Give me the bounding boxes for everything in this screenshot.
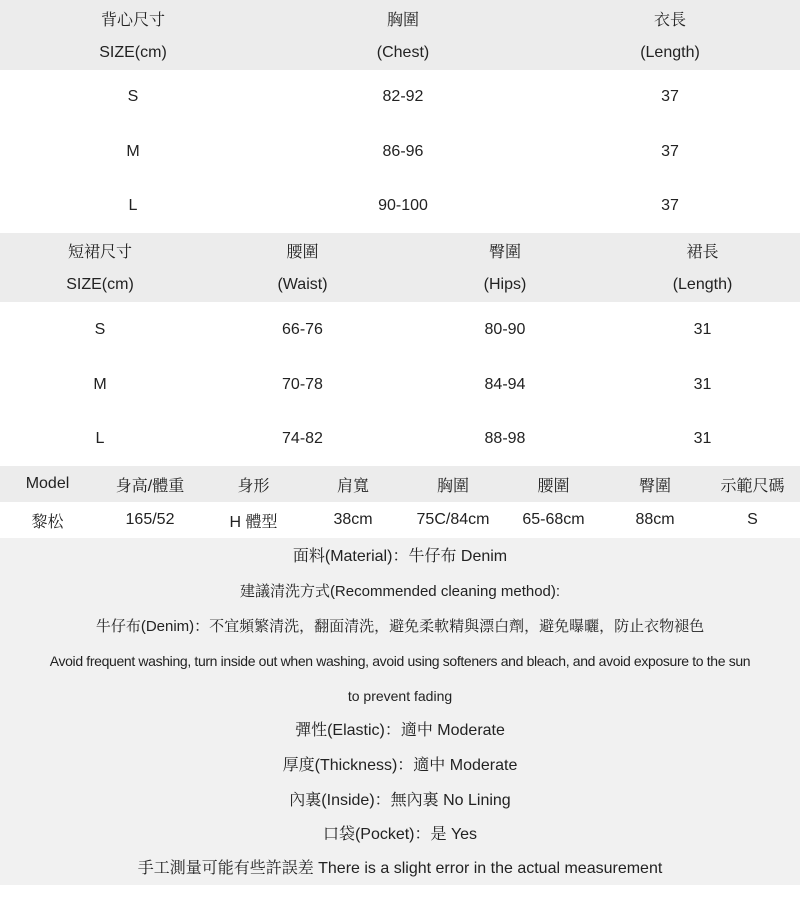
skirt-header-size: 短裙尺寸 xyxy=(67,243,132,261)
cleaning-title: 建議清洗方式(Recommended cleaning method): xyxy=(239,583,561,600)
table-row xyxy=(0,70,800,124)
skirt-subheader-waist: (Waist) xyxy=(277,275,328,293)
table-row xyxy=(0,357,800,412)
model-header-hips: 臀圍 xyxy=(638,477,671,495)
vest-header-row xyxy=(0,0,800,36)
vest-length-cell: 37 xyxy=(661,142,679,160)
skirt-hips-cell: 88-98 xyxy=(484,430,526,447)
model-waist-cell: 65-68cm xyxy=(522,511,585,528)
vest-header-band xyxy=(0,0,800,70)
cleaning-instructions-zh: 牛仔布(Denim)：不宜頻繁清洗，翻面清洗，避免柔軟精與漂白劑，避免曝曬，防止衣物褪色 xyxy=(95,618,705,635)
inside-note: 內裏(Inside)：無內裏 No Lining xyxy=(289,792,511,809)
vest-header-chest: 胸圍 xyxy=(386,11,419,29)
model-hips-cell: 88cm xyxy=(635,511,675,528)
vest-header-size: 背心尺寸 xyxy=(100,11,165,29)
skirt-header-band xyxy=(0,233,800,302)
table-row xyxy=(0,179,800,233)
table-row xyxy=(0,502,800,538)
skirt-waist-cell: 74-82 xyxy=(282,430,323,447)
model-header-size: 示範尺碼 xyxy=(720,477,785,495)
vest-size-cell: M xyxy=(126,142,140,160)
skirt-header-row xyxy=(0,233,800,267)
vest-header-length: 衣長 xyxy=(653,11,686,29)
vest-length-cell: 37 xyxy=(661,197,679,214)
vest-size-cell: S xyxy=(127,88,139,105)
model-header-shoulder: 肩寬 xyxy=(336,477,369,495)
model-size-cell: S xyxy=(747,511,758,528)
skirt-subheader-size: SIZE(cm) xyxy=(66,275,134,293)
material-note: 面料(Material)：牛仔布 Denim xyxy=(292,548,508,565)
skirt-length-cell: 31 xyxy=(693,375,712,393)
model-header-band xyxy=(0,466,800,502)
elastic-note: 彈性(Elastic)：適中 Moderate xyxy=(295,722,505,739)
thickness-note: 厚度(Thickness)：適中 Moderate xyxy=(282,757,518,774)
skirt-subheader-hips: (Hips) xyxy=(483,275,527,293)
model-header-waist: 腰圍 xyxy=(537,477,570,495)
vest-subheader-row xyxy=(0,36,800,70)
skirt-header-hips: 臀圍 xyxy=(488,243,521,261)
vest-size-table xyxy=(0,0,800,233)
model-header-name: Model xyxy=(25,475,70,492)
skirt-hips-cell: 84-94 xyxy=(484,375,526,393)
table-row xyxy=(0,412,800,466)
vest-chest-cell: 82-92 xyxy=(382,88,424,105)
skirt-header-length: 裙長 xyxy=(686,243,719,261)
table-row xyxy=(0,302,800,357)
skirt-subheader-length: (Length) xyxy=(672,275,733,293)
skirt-waist-cell: 66-76 xyxy=(282,320,323,338)
vest-length-cell: 37 xyxy=(661,88,679,105)
vest-chest-cell: 86-96 xyxy=(382,142,424,160)
model-shoulder-cell: 38cm xyxy=(333,511,373,528)
pocket-note: 口袋(Pocket)：是 Yes xyxy=(322,826,478,843)
skirt-size-cell: M xyxy=(93,375,107,393)
model-body-type-cell: H 體型 xyxy=(229,513,278,531)
skirt-hips-cell: 80-90 xyxy=(484,320,526,338)
skirt-header-waist: 腰圍 xyxy=(286,243,319,261)
model-header-body-type: 身形 xyxy=(237,477,270,495)
skirt-size-cell: S xyxy=(94,320,106,338)
model-height-weight-cell: 165/52 xyxy=(125,511,175,528)
cleaning-instructions-en-cont: to prevent fading xyxy=(347,688,453,704)
model-header-row xyxy=(0,466,800,502)
model-header-height-weight: 身高/體重 xyxy=(115,477,185,495)
vest-subheader-chest: (Chest) xyxy=(376,44,430,61)
measurement-error-note: 手工測量可能有些許誤差 There is a slight error in the actual measurement xyxy=(137,860,663,877)
table-row xyxy=(0,124,800,179)
skirt-waist-cell: 70-78 xyxy=(282,375,323,393)
skirt-length-cell: 31 xyxy=(693,320,712,338)
model-header-chest: 胸圍 xyxy=(436,477,469,495)
cleaning-instructions-en: Avoid frequent washing, turn inside out when washing, avoid using softeners and bleach, and avoid exposure to the sun xyxy=(49,653,751,669)
model-chest-cell: 75C/84cm xyxy=(416,511,490,528)
skirt-size-cell: L xyxy=(95,430,105,447)
vest-subheader-size: SIZE(cm) xyxy=(99,44,167,61)
skirt-subheader-row xyxy=(0,267,800,302)
product-notes xyxy=(0,538,800,885)
skirt-length-cell: 31 xyxy=(693,430,712,447)
model-info-table xyxy=(0,466,800,538)
skirt-size-table xyxy=(0,233,800,466)
model-name-cell: 黎松 xyxy=(31,513,64,531)
vest-size-cell: L xyxy=(128,197,138,214)
vest-chest-cell: 90-100 xyxy=(378,197,428,214)
vest-subheader-length: (Length) xyxy=(640,44,700,61)
